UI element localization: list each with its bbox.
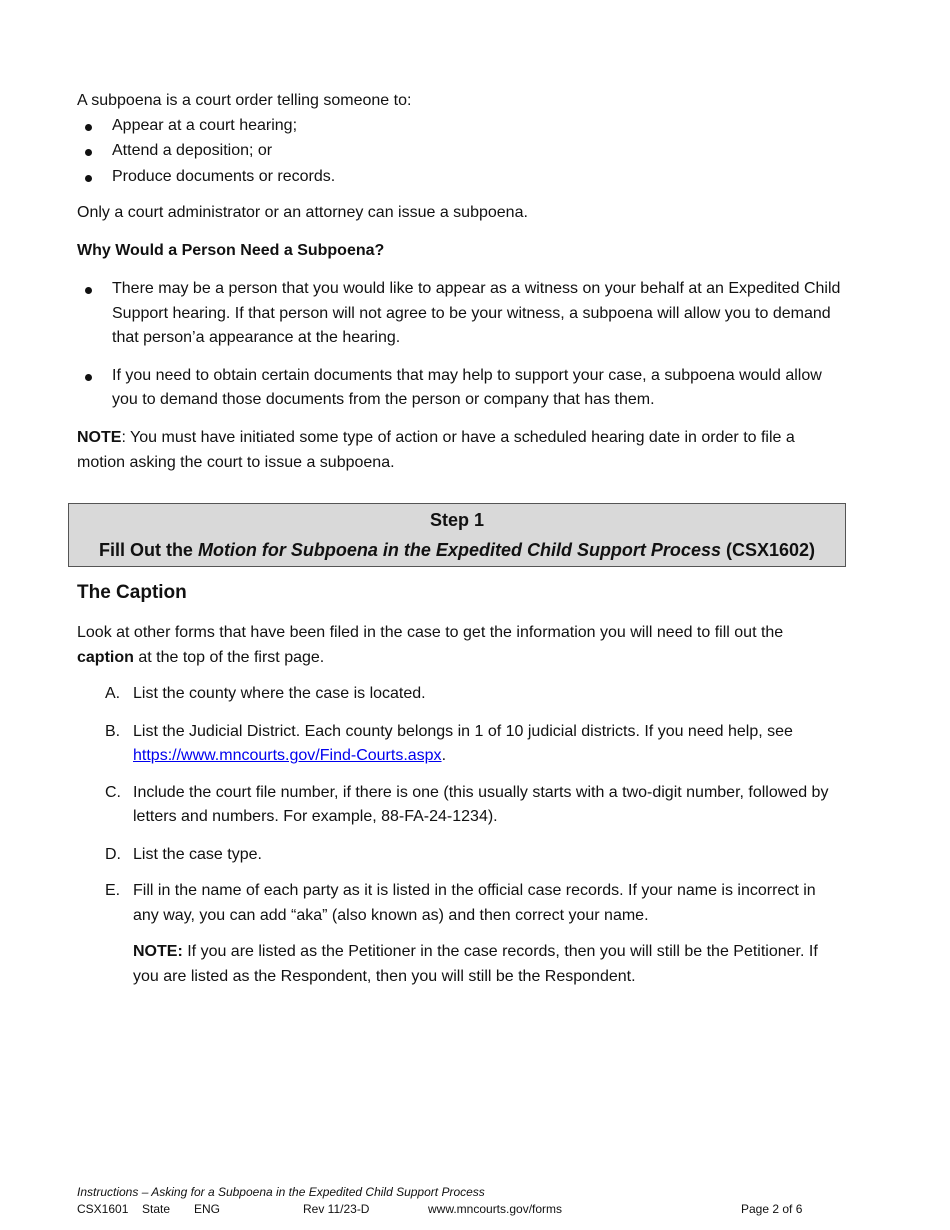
- intro-section: [77, 89, 857, 226]
- step-title: Fill Out the Motion for Subpoena in the Expedited Child Support Process (CSX1602): [98, 540, 816, 560]
- caption-intro: Look at other forms that have been filed in the case to get the information you will need to fill out the caption at the top of the first page.: [77, 624, 784, 666]
- list-item: There may be a person that you would like to appear as a witness on your behalf at an Expedited Child Support hearing. If that person will not agree to be your witness, a subpoena will allow you to demand that person’a appearance at the hearing.: [56, 277, 846, 351]
- bullet-icon: [85, 149, 92, 156]
- caption-heading: The Caption: [77, 582, 187, 603]
- bullet-icon: [85, 124, 92, 131]
- step-number: Step 1: [429, 510, 485, 530]
- form-name: Motion for Subpoena in the Expedited Child Support Process: [197, 540, 721, 560]
- list-item: D. List the case type.: [105, 845, 262, 863]
- note-label: NOTE:: [133, 943, 183, 960]
- footer-title: Instructions – Asking for a Subpoena in the Expedited Child Support Process: [77, 1185, 485, 1199]
- footer-form-id: CSX1601: [77, 1202, 129, 1216]
- bullet-icon: [85, 374, 92, 381]
- list-item: If you need to obtain certain documents that may help to support your case, a subpoena would allow you to demand those documents from the person or company that has them.: [56, 364, 846, 413]
- bullet-icon: [85, 175, 92, 182]
- bullet-icon: [85, 287, 92, 294]
- note-text: : You must have initiated some type of action or have a scheduled hearing date in order to file a motion asking the court to issue a subpoena.: [77, 429, 795, 471]
- footer-jurisdiction: State: [142, 1202, 171, 1216]
- why-list: [56, 277, 846, 413]
- footer-language: ENG: [194, 1202, 221, 1216]
- footer-revision: Rev 11/23-D: [303, 1202, 370, 1216]
- list-item: Produce documents or records.: [56, 165, 857, 190]
- list-item: Appear at a court hearing;: [56, 114, 857, 139]
- find-courts-link[interactable]: https://www.mncourts.gov/Find-Courts.aspx: [133, 747, 442, 764]
- list-item: A. List the county where the case is located.: [105, 685, 426, 702]
- list-item: C. Include the court file number, if there is one (this usually starts with a two-digit number, followed by letters and numbers. For example, 88-FA-24-1234).: [105, 783, 829, 825]
- caption-note: NOTE: If you are listed as the Petitioner in the case records, then you will still be the Petitioner. If you are listed as the Respondent, then you will still be the Respondent.: [133, 943, 818, 985]
- why-heading: Why Would a Person Need a Subpoena?: [77, 242, 385, 259]
- list-item: E. Fill in the name of each party as it is listed in the official case records. If your name is incorrect in any way, you can add “aka” (also known as) and then correct your name.: [105, 882, 816, 924]
- footer-website: www.mncourts.gov/forms: [428, 1202, 563, 1216]
- note-label: NOTE: [77, 429, 122, 446]
- footer-page-number: Page 2 of 6: [741, 1202, 803, 1216]
- note-paragraph: [77, 426, 847, 475]
- intro-lead: A subpoena is a court order telling someone to:: [77, 92, 412, 109]
- only-court-text: Only a court administrator or an attorney can issue a subpoena.: [77, 204, 528, 221]
- intro-list: [56, 114, 857, 190]
- list-item: B. List the Judicial District. Each county belongs in 1 of 10 judicial districts. If you need help, see https://www.mncourts.gov/Find-Courts.aspx.: [105, 722, 793, 764]
- list-item: Attend a deposition; or: [56, 139, 857, 164]
- step-banner: [68, 503, 846, 567]
- caption-list: [77, 682, 837, 989]
